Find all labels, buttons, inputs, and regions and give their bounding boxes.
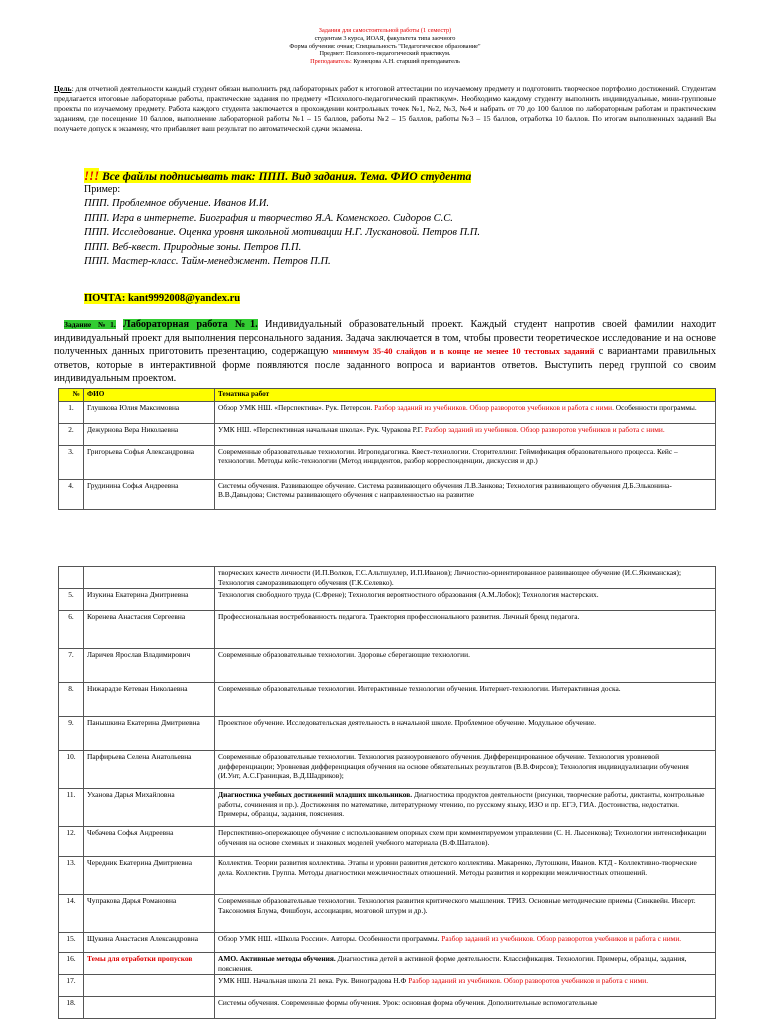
task-1-text: Индивидуальный образовательный проект. Каждый студент напротив своей фамилии находит индивидуальный проект для выполнения персонального задания. Задача заключается в том, чтобы провести теоретическое исследование и на основе полученных данных приготовить презентацию, содержащую [54, 319, 716, 358]
cell-name: Глушкова Юлия Максимовна [84, 401, 215, 423]
cell-topic [215, 933, 716, 953]
cell-name [84, 567, 215, 589]
table-row [59, 479, 716, 509]
email-line[interactable]: ПОЧТА: kant9992008@yandex.ru [84, 293, 241, 304]
cell-topic [215, 789, 716, 827]
table-row [59, 827, 716, 857]
examples-heading: Пример: [84, 184, 121, 195]
cell-name: Дежурнова Вера Николаевна [84, 423, 215, 445]
cell-topic [215, 857, 716, 895]
topic-text: Современные образовательные технологии. Технология развития критического мышления. ТРИЗ. Основные методические приемы (Синквейн. Инсерт. Таксономия Блума, Фишбоун, ассоциации, мозговой штурм и др.). [218, 896, 696, 915]
file-naming-rule-text: Все файлы подписывать так: ППП. Вид задания. Тема. ФИО студента [102, 171, 472, 183]
cell-name: Щукина Анастасия Александровна [84, 933, 215, 953]
cell-name: Грудинина Софья Андреевна [84, 479, 215, 509]
cell-topic [215, 997, 716, 1019]
topic-text: Системы обучения. Современные формы обучения. Урок: основная форма обучения. Дополнительные вспомогательные [218, 998, 598, 1008]
topic-text: УМК НШ. Начальная школа 21 века. Рук. Виноградова Н.Ф [218, 976, 409, 986]
cell-topic [215, 479, 716, 509]
cell-name: Нижарадзе Кетеван Николаевна [84, 683, 215, 717]
topic-highlight: Разбор заданий из учебников. Обзор разворотов учебников и работа с ними. [374, 402, 614, 412]
cell-topic [215, 649, 716, 683]
header-title: Задания для самостоятельной работы (1 семестр) [318, 27, 452, 34]
topic-text: Проектное обучение. Исследовательская деятельность в начальной школе. Проблемное обучение. Модульное обучение. [218, 718, 596, 728]
cell-number: 12. [59, 827, 84, 857]
topic-text: УМК НШ. «Перспективная начальная школа». Рук. Чуракова Р.Г. [218, 424, 425, 434]
topic-text: Коллектив. Теории развития коллектива. Этапы и уровни развития детского коллектива. Макаренко, Лутошкин, Иванов. КТД - Коллективно-творческие дела. Коллектив. Группа. Методы диагностики межличностных отношений. Методы развития и коррекции межличностных отношений. [218, 858, 697, 877]
cell-number: 11. [59, 789, 84, 827]
cell-name: Ларичев Ярослав Владимирович [84, 649, 215, 683]
topic-text: Диагностика продуктов деятельности (рисунки, творческие работы, диктанты, контрольные работы, сочинения и пр.). Достижения по математике, литературному чтению, по русскому языку, ИЗО и пр. ЕГЭ, ГИА. Достоинства, недостатки. Примеры, образцы, задания, пояснения. [218, 790, 705, 819]
header-name: ФИО [84, 389, 215, 402]
cell-name [84, 975, 215, 997]
assignment-table-continued [58, 566, 716, 1019]
topic-text: Системы обучения. Развивающее обучение. Система развивающего обучения Л.В.Занкова; Технология развивающего обучения Д.Б.Эльконина-В.В.Давыдова; Системы развивающего обучения с направленностью на развитие [218, 480, 672, 500]
cell-number: 10. [59, 751, 84, 789]
task-1-text-end: с вариантами правильных ответов, которые в интерактивной форме появляются после заданного вопроса и вариантов ответов. Выступить перед группой со своим индивидуальным проектом. [54, 346, 716, 385]
cell-name [84, 997, 215, 1019]
cell-topic [215, 401, 716, 423]
topic-text: Обзор УМК НШ. «Школа России». Авторы. Особенности программы. [218, 934, 442, 944]
table-row [59, 975, 716, 997]
cell-number: 13. [59, 857, 84, 895]
cell-topic [215, 975, 716, 997]
cell-topic [215, 827, 716, 857]
topic-text: Современные образовательные технологии. Здоровье сберегающие технологии. [218, 650, 470, 660]
table-row [59, 683, 716, 717]
topic-highlight: Разбор заданий из учебников. Обзор разворотов учебников и работа с ними. [441, 934, 682, 944]
table-row [59, 423, 716, 445]
assignment-table [58, 388, 716, 510]
table-header-row [59, 389, 716, 402]
topic-text: Современные образовательные технологии. Технология разноуровневого обучения. Дифференцированное обучение. Технология уровневой дифференциации; Уровневая дифференциация обучения на основе обязательных результатов (В.В.Фирсов); Технология индивидуализации обучения (И.Унт, А.С.Границкая, В.Д.Шадриков); [218, 752, 689, 781]
table-row [59, 445, 716, 479]
cell-topic [215, 423, 716, 445]
cell-topic [215, 683, 716, 717]
table-row [59, 895, 716, 933]
example-item: ППП. Проблемное обучение. Иванов И.И. [84, 198, 269, 210]
exclamation-marks: !!! [84, 168, 100, 183]
cell-number: 3. [59, 445, 84, 479]
goal-paragraph [54, 84, 716, 134]
assignment-table-part-1 [58, 388, 716, 510]
topic-highlight: Разбор заданий из учебников. Обзор разворотов учебников и работа с ними. [424, 424, 665, 434]
table-row [59, 401, 716, 423]
cell-topic [215, 589, 716, 611]
cell-topic: творческих качеств личности (И.П.Волков, Г.С.Альтшуллер, И.П.Иванов); Личностно-ориентированное развивающее обучение (И.С.Якиманская); Технология саморазвивающего обучения (Г.К.Селевко). [215, 567, 716, 589]
cell-topic [215, 717, 716, 751]
cell-number: 17. [59, 975, 84, 997]
assignment-table-part-2 [58, 566, 716, 1024]
header-form: Форма обучения: очная; Специальность "Педагогическое образование" [289, 42, 481, 50]
topic-text: Современные образовательные технологии. Интерактивные технологии обучения. Интернет-технологии. Интерактивная доска. [218, 684, 621, 694]
cell-number: 15. [59, 933, 84, 953]
cell-topic [215, 445, 716, 479]
cell-number: 2. [59, 423, 84, 445]
document-header [170, 27, 600, 66]
cell-number: 5. [59, 589, 84, 611]
topic-text: Обзор УМК НШ. «Перспектива». Рук. Петерсон. [218, 402, 375, 412]
topic-text-end: Особенности программы. [613, 402, 697, 412]
table-row [59, 611, 716, 649]
cell-number: 1. [59, 401, 84, 423]
cell-number: 8. [59, 683, 84, 717]
example-item: ППП. Исследование. Оценка уровня школьной мотивации Н.Г. Лускановой. Петров П.П. [84, 227, 480, 239]
cell-name: Чупракова Дарья Романовна [84, 895, 215, 933]
header-course: студентам 3 курса, ИОАЯ, факультета типа заочного [314, 34, 456, 42]
cell-topic [215, 751, 716, 789]
topic-text: Технология свободного труда (С.Френе); Технология вероятностного образования (А.М.Лобок); Технология мастерских. [218, 590, 599, 600]
header-number: № [59, 389, 84, 402]
topic-text: Современные образовательные технологии. Игропедагогика. Квест-технологии. Сторителлинг. Геймификация образовательного процесса. Кейс – технологии. Методы кейс-технологии (Метод инцидентов, разбор корреспонденции, дискуссия и др.) [218, 446, 678, 466]
cell-name: Панышкина Екатерина Дмитриевна [84, 717, 215, 751]
cell-number [59, 567, 84, 589]
cell-number: 9. [59, 717, 84, 751]
example-item: ППП. Мастер-класс. Тайм-менеджмент. Петров П.П. [84, 256, 331, 268]
table-row [59, 789, 716, 827]
cell-number: 7. [59, 649, 84, 683]
table-row [59, 589, 716, 611]
table-row [59, 953, 716, 975]
cell-number: 16. [59, 953, 84, 975]
header-teacher-value: Кузнецова А.Н. старший преподаватель [353, 58, 460, 66]
header-teacher-label: Преподаватель: [310, 58, 352, 66]
task-1-requirement: минимум 35-40 слайдов и в конце не менее 10 тестовых заданий [332, 346, 595, 357]
table-row-continued [59, 567, 716, 589]
example-item: ППП. Игра в интернете. Биография и творчество Я.А. Коменского. Сидоров С.С. [84, 212, 453, 224]
topic-highlight: Разбор заданий из учебников. Обзор разворотов учебников и работа с ними. [408, 976, 649, 986]
cell-name: Темы для отработки пропусков [84, 953, 215, 975]
task-1-label: Задание №1. [64, 320, 116, 329]
goal-label: Цель [54, 84, 72, 93]
cell-name: Чередник Екатерина Дмитриевна [84, 857, 215, 895]
goal-text: : для отчетной деятельности каждый студент обязан выполнить ряд лабораторных работ к итоговой аттестации по изучаемому предмету и подготовить творческое портфолио достижений. Студентам предлагается итоговые лабораторные работы, практические задания по предмету «Психолого-педагогический практикум». Необходимо каждому студенту выполнить индивидуальные, мини-групповые проекты по изучаемому предмету. Работа каждого студента заключается в прохождении контрольных точек №1, №2, №3, №4 и набрать от 70 до 100 баллов по лабораторным работам и практическим заданиям, где посещение 10 баллов, выполнение лабораторной работы №1 – 15 баллов, работы №2 – 15 баллов, работы №3 – 15 баллов, отработка 10 баллов. По итогам выполненных заданий Вы получаете допуск к экзамену, что прибавляет ваш результат по автоматической сдачи экзамена. [54, 84, 716, 134]
cell-number: 18. [59, 997, 84, 1019]
cell-topic [215, 895, 716, 933]
topic-text: Профессиональная востребованность педагога. Траектория профессионального развития. Личный бренд педагога. [218, 612, 580, 622]
cell-name: Чебачева Софья Андреевна [84, 827, 215, 857]
header-topic: Тематика работ [215, 389, 716, 402]
cell-number: 14. [59, 895, 84, 933]
cell-topic [215, 953, 716, 975]
header-teacher [170, 58, 600, 66]
examples-block [84, 183, 704, 269]
table-row [59, 717, 716, 751]
table-row [59, 857, 716, 895]
example-item: ППП. Веб-квест. Природные зоны. Петров П.П. [84, 241, 302, 253]
cell-name: Изукина Екатерина Дмитриевна [84, 589, 215, 611]
cell-name: Григорьева Софья Александровна [84, 445, 215, 479]
cell-number: 4. [59, 479, 84, 509]
topic-bold: АМО. Активные методы обучения. [218, 954, 336, 964]
page-separator [0, 522, 768, 566]
cell-name: Коренева Анастасия Сергеевна [84, 611, 215, 649]
cell-topic [215, 611, 716, 649]
topic-text: Диагностика детей в активной форме деятельности. Классификация. Технологии. Примеры, образцы, задания, пояснения. [218, 954, 687, 973]
cell-number: 6. [59, 611, 84, 649]
cell-name: Уханова Дарья Михайловна [84, 789, 215, 827]
task-1-paragraph [54, 318, 716, 386]
file-naming-rule [84, 168, 471, 184]
table-row [59, 933, 716, 953]
topic-text: Перспективно-опережающее обучение с использованием опорных схем при комментируемом управлении (С. Н. Лысенкова); Технологии интенсификации обучения на основе схемных и знаковых моделей учебного материала (В.Ф.Шаталов). [218, 828, 707, 847]
table-row [59, 997, 716, 1019]
header-subject: Предмет: Психолого-педагогический практикум. [319, 50, 451, 58]
topic-bold: Диагностика учебных достижений младших школьников. [218, 790, 413, 800]
table-row [59, 751, 716, 789]
cell-name: Парфирьева Селена Анатольевна [84, 751, 215, 789]
lab-work-1-label: Лабораторная работа №1. [123, 319, 258, 330]
table-row [59, 649, 716, 683]
